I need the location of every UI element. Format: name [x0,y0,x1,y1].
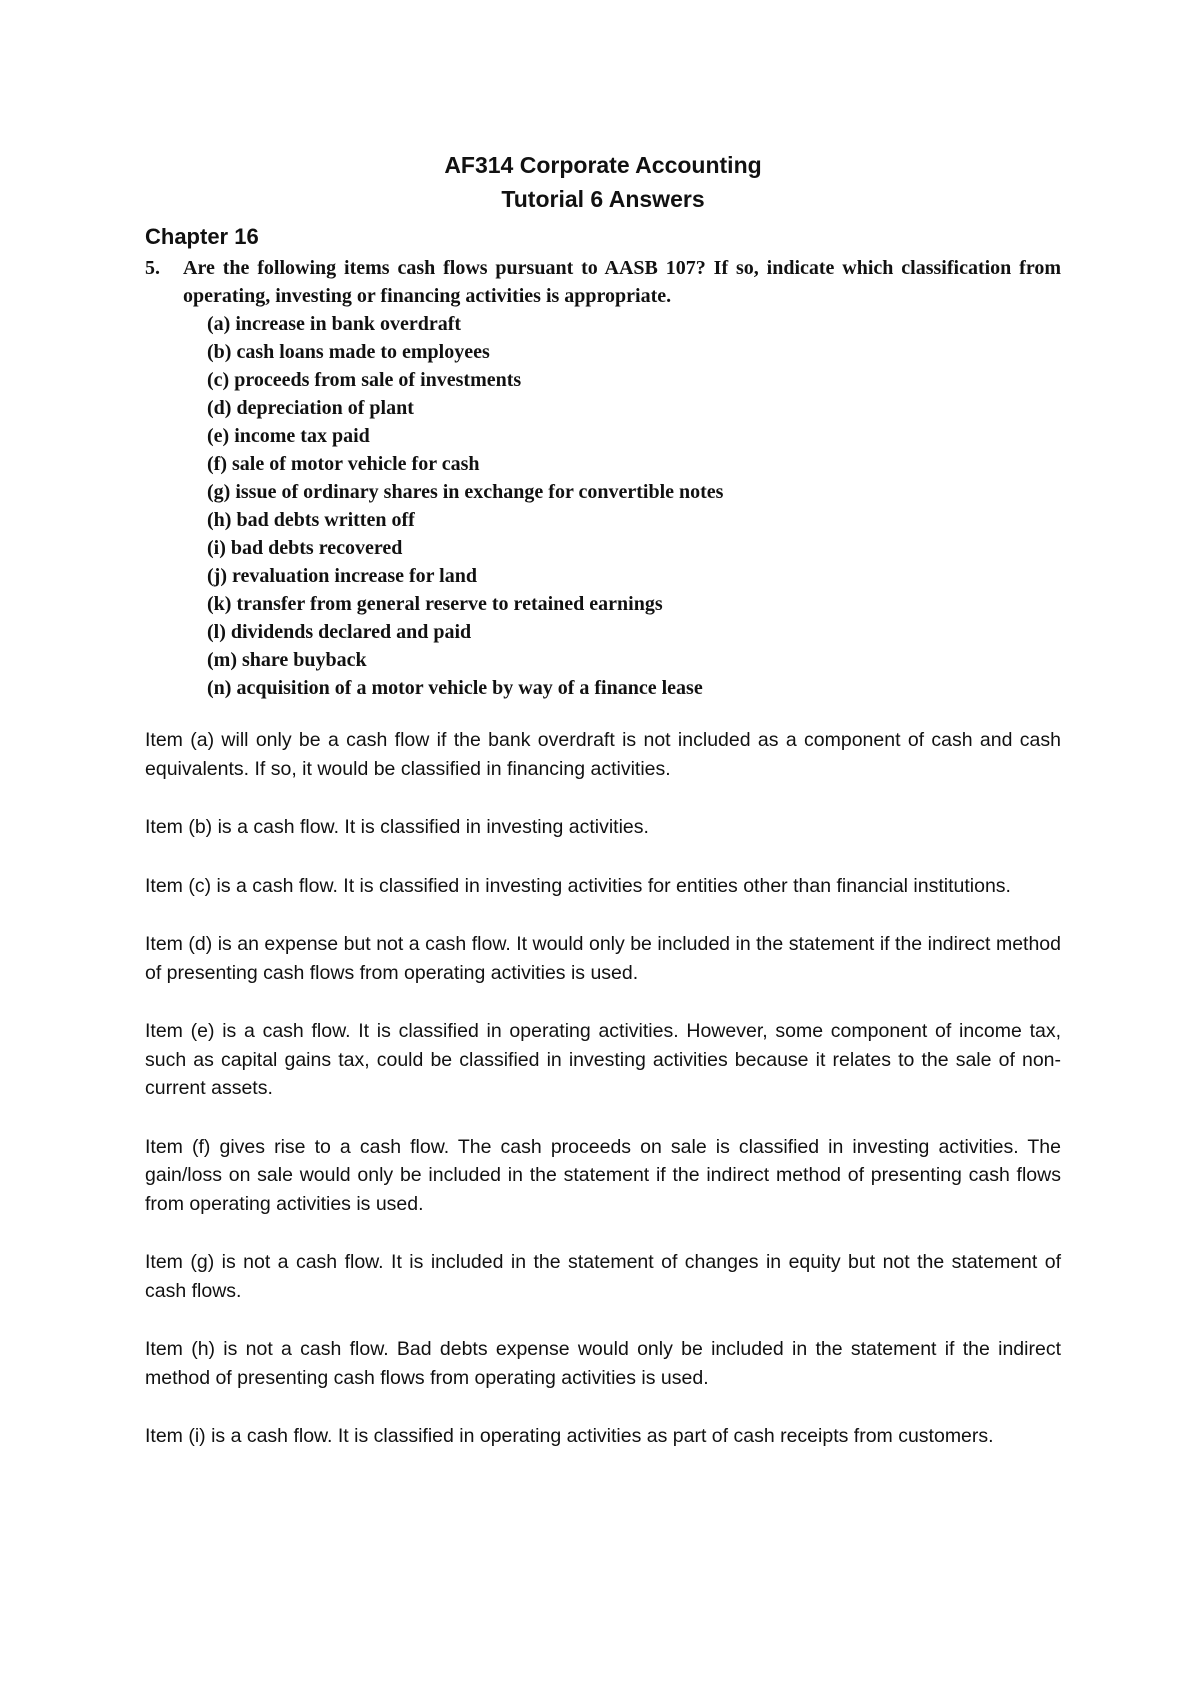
list-item: (b) cash loans made to employees [207,341,490,363]
list-item: (c) proceeds from sale of investments [207,369,522,391]
answer-paragraph: Item (e) is a cash flow. It is classified in operating activities. However, some component of income tax, such as capital gains tax, could be classified in investing activities because it relates to the sale of non-current assets. [145,1020,1061,1099]
answer-paragraph: Item (i) is a cash flow. It is classified in operating activities as part of cash receipts from customers. [145,1425,994,1447]
answer-paragraph: Item (f) gives rise to a cash flow. The cash proceeds on sale is classified in investing activities. The gain/loss on sale would only be included in the statement if the indirect method of presenting cash flows from operating activities is used. [145,1135,1061,1215]
answer-paragraph: Item (g) is not a cash flow. It is included in the statement of changes in equity but not the statement of cash flows. [145,1251,1061,1302]
list-item: (h) bad debts written off [207,509,415,531]
list-item: (j) revaluation increase for land [207,565,477,587]
answer-paragraph: Item (h) is not a cash flow. Bad debts expense would only be included in the statement if the indirect method of presenting cash flows from operating activities is used. [145,1338,1061,1389]
question-block [145,254,1061,310]
list-item: (e) income tax paid [207,425,370,447]
document-title: AF314 Corporate Accounting [444,152,762,178]
question-text: Are the following items cash flows pursuant to AASB 107? If so, indicate which classification from operating, investing or financing activities is appropriate. [183,257,1061,307]
question-number: 5. [145,257,160,279]
list-item: (l) dividends declared and paid [207,621,472,643]
document-content [145,148,1061,1481]
question-item-list [145,310,1061,702]
answer-paragraph: Item (c) is a cash flow. It is classified in investing activities for entities other than financial institutions. [145,874,1011,897]
answer-paragraph: Item (b) is a cash flow. It is classified in investing activities. [145,816,649,838]
list-item: (i) bad debts recovered [207,537,403,559]
answer-paragraph: Item (a) will only be a cash flow if the bank overdraft is not included as a component of cash and cash equivalents. If so, it would be classified in financing activities. [145,729,1061,780]
list-item: (d) depreciation of plant [207,397,414,419]
document-subtitle: Tutorial 6 Answers [501,186,705,212]
list-item: (m) share buyback [207,649,367,671]
list-item: (a) increase in bank overdraft [207,313,462,335]
answer-paragraph: Item (d) is an expense but not a cash flow. It would only be included in the statement if the indirect method of presenting cash flows from operating activities is used. [145,933,1061,984]
answers-section [145,726,1061,1451]
list-item: (k) transfer from general reserve to retained earnings [207,593,663,615]
chapter-heading: Chapter 16 [145,224,259,249]
list-item: (n) acquisition of a motor vehicle by way of a finance lease [207,677,703,699]
list-item: (f) sale of motor vehicle for cash [207,453,480,475]
list-item: (g) issue of ordinary shares in exchange for convertible notes [207,481,724,503]
